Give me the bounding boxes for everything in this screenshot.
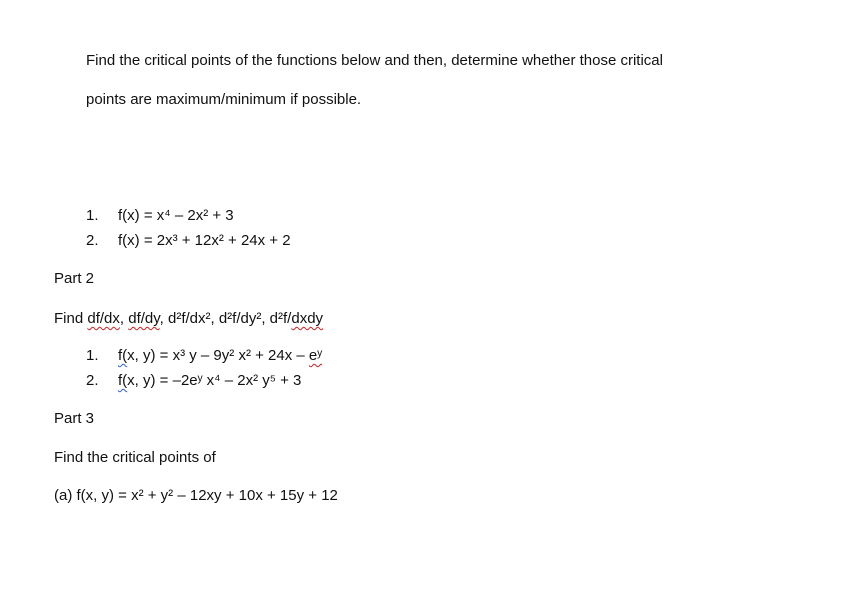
part1-list-item <box>86 206 234 226</box>
list-number: 1. <box>86 347 99 364</box>
part1-intro-line1: Find the critical points of the functions below and then, determine whether those critical <box>86 52 663 69</box>
equation-text: f(x) = 2x³ + 12x² + 24x + 2 <box>118 232 291 249</box>
list-number: 2. <box>86 372 99 389</box>
list-number: 1. <box>86 207 99 224</box>
derivative-list: d²f/dx², d²f/dy², d²f/ <box>167 310 292 327</box>
spellcheck-word-ey: eʸ <box>308 347 323 364</box>
equation-text: x, y) = –2eʸ x⁴ – 2x² y⁵ + 3 <box>127 372 302 389</box>
part1-intro-line2: points are maximum/minimum if possible. <box>86 91 362 108</box>
separator: , <box>159 310 168 327</box>
list-number: 2. <box>86 232 99 249</box>
part3-heading: Part 3 <box>54 410 95 427</box>
equation-text: f(x) = x⁴ – 2x² + 3 <box>118 207 234 224</box>
separator: , <box>119 310 129 327</box>
part2-list-item <box>86 371 301 391</box>
instruction-prefix: Find <box>54 310 88 327</box>
part2-instruction <box>54 309 323 329</box>
part3-instruction: Find the critical points of <box>54 449 216 466</box>
equation-text: x, y) = x³ y – 9y² x² + 24x – <box>127 347 309 364</box>
part2-list-item <box>86 346 322 366</box>
spellcheck-word-dxdy: dxdy <box>291 310 324 327</box>
grammar-flag-f: f( <box>118 372 128 389</box>
part3-item-a: (a) f(x, y) = x² + y² – 12xy + 10x + 15y + 12 <box>54 487 338 504</box>
grammar-flag-f: f( <box>118 347 128 364</box>
part1-list-item <box>86 231 291 251</box>
spellcheck-word-dfdx: df/dx <box>87 310 120 327</box>
spellcheck-word-dfdy: df/dy <box>128 310 160 327</box>
part2-heading: Part 2 <box>54 270 95 287</box>
